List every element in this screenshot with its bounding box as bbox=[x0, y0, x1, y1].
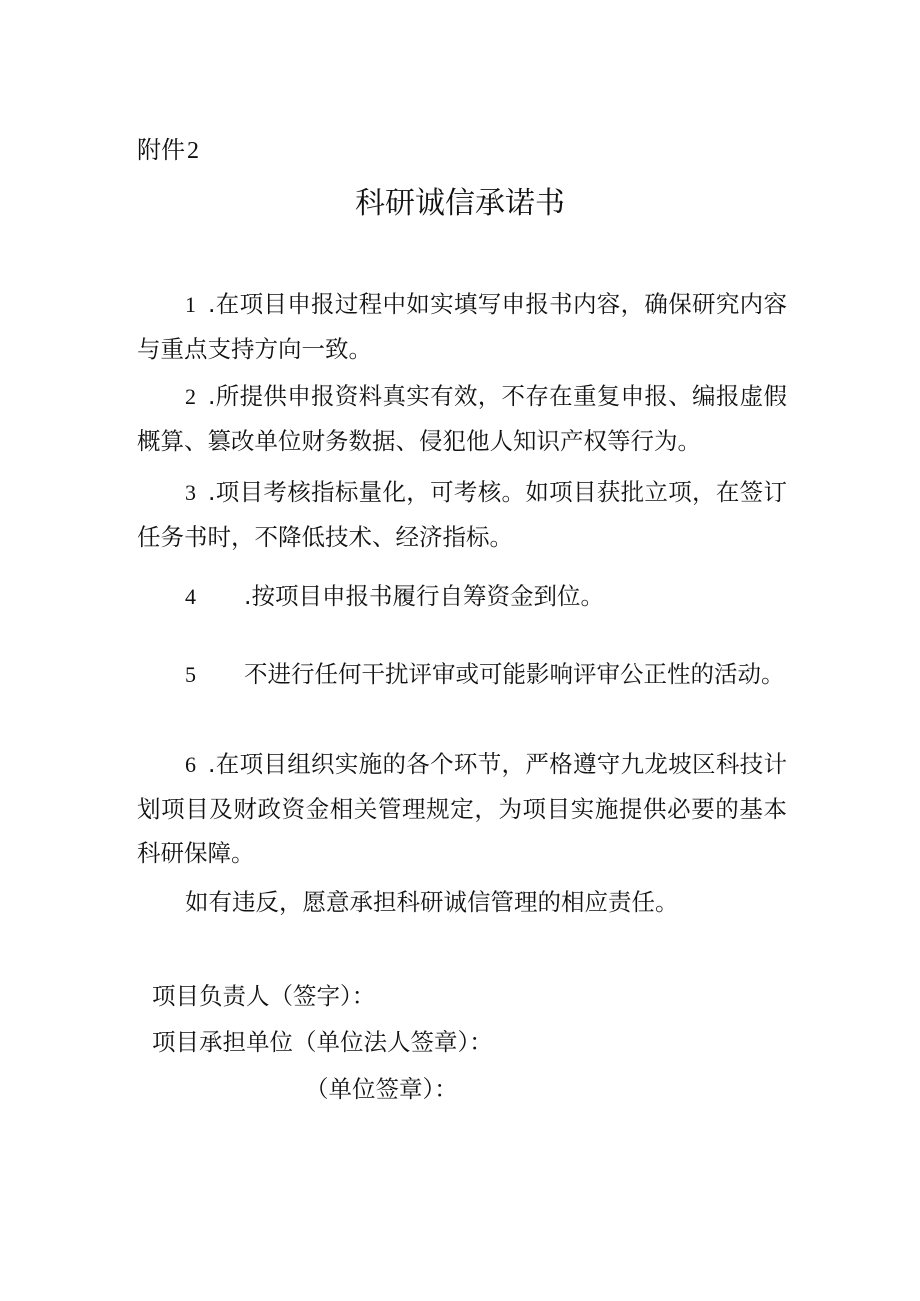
commitment-item-4 bbox=[137, 574, 787, 619]
commitment-item-5 bbox=[137, 652, 787, 697]
attachment-number: 2 bbox=[187, 138, 199, 164]
item-number: 5 bbox=[185, 662, 196, 687]
item-text: .项目考核指标量化，可考核。如项目获批立项，在签订任务书时，不降低技术、经济指标。 bbox=[137, 478, 787, 551]
signature-unit: 项目承担单位（单位法人签章）： bbox=[152, 1028, 493, 1056]
commitment-item-1 bbox=[137, 282, 787, 371]
item-text: .所提供申报资料真实有效，不存在重复申报、编报虚假概算、篡改单位财务数据、侵犯他人知识产权等行为。 bbox=[137, 382, 787, 455]
commitment-item-2 bbox=[137, 374, 787, 463]
signature-stamp: （单位签章）： bbox=[305, 1075, 458, 1103]
item-number: 3 bbox=[185, 480, 196, 505]
attachment-label bbox=[137, 134, 199, 167]
item-text: .按项目申报书履行自筹资金到位。 bbox=[244, 582, 604, 610]
item-number: 2 bbox=[185, 384, 196, 409]
item-number: 1 bbox=[185, 292, 196, 317]
closing-statement: 如有违反，愿意承担科研诚信管理的相应责任。 bbox=[185, 888, 679, 916]
item-text: .在项目组织实施的各个环节，严格遵守九龙坡区科技计划项目及财政资金相关管理规定，为项目实施提供必要的基本科研保障。 bbox=[137, 750, 787, 867]
item-number: 4 bbox=[185, 584, 196, 609]
item-number: 6 bbox=[185, 752, 196, 777]
item-text: 不进行任何干扰评审或可能影响评审公正性的活动。 bbox=[244, 660, 785, 688]
commitment-item-6 bbox=[137, 742, 787, 875]
document-title: 科研诚信承诺书 bbox=[355, 186, 565, 221]
item-text: .在项目申报过程中如实填写申报书内容，确保研究内容与重点支持方向一致。 bbox=[137, 290, 787, 363]
commitment-item-3 bbox=[137, 470, 787, 559]
attachment-text: 附件 bbox=[137, 136, 185, 164]
signature-leader: 项目负责人（签字）： bbox=[152, 982, 376, 1010]
